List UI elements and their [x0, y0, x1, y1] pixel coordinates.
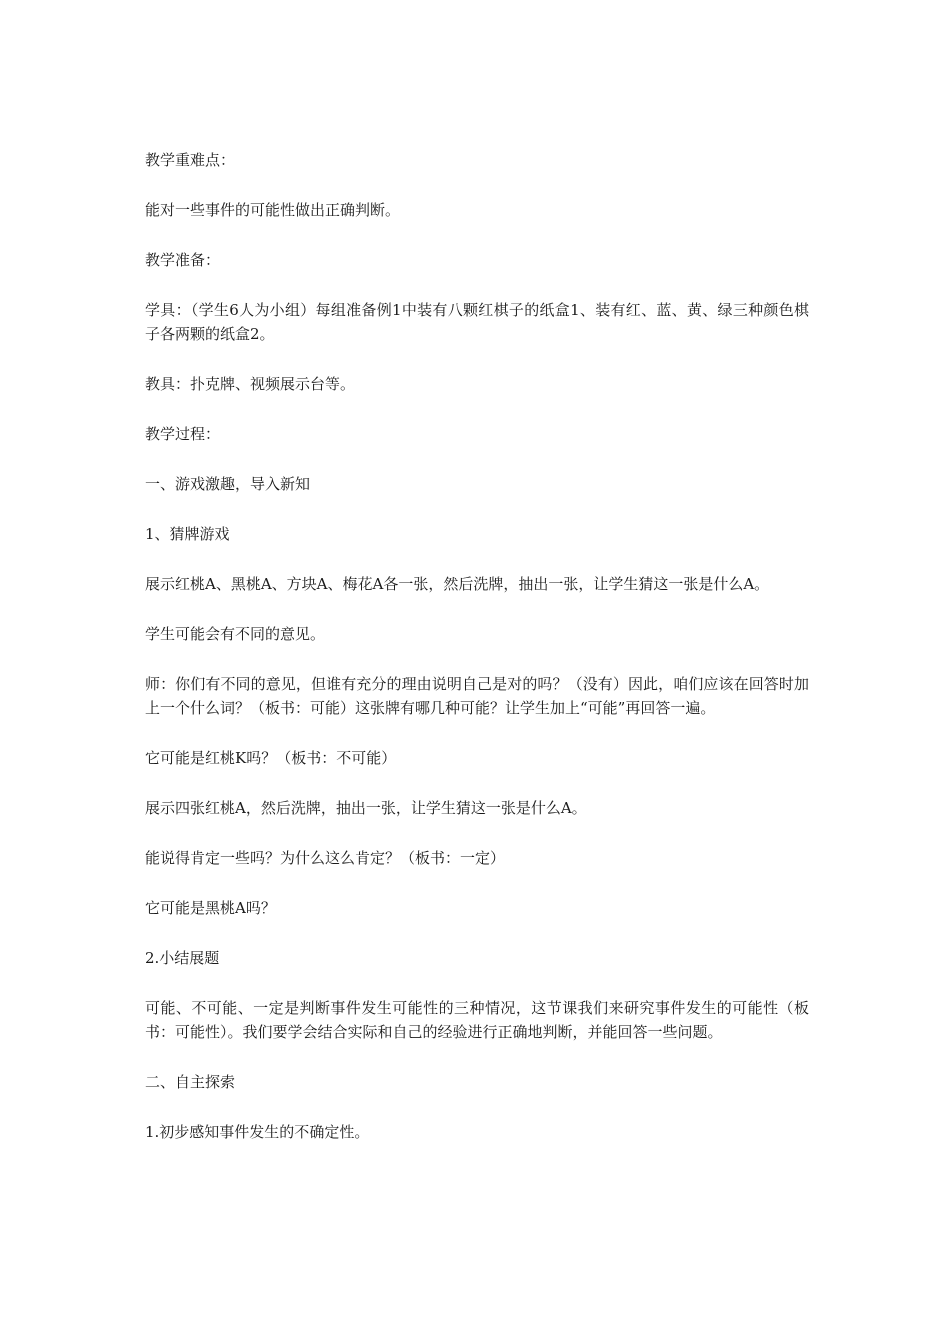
paragraph-key-points: 能对一些事件的可能性做出正确判断。	[145, 201, 401, 219]
paragraph-four-hearts: 展示四张红桃A，然后洗牌，抽出一张，让学生猜这一张是什么A。	[145, 799, 587, 817]
heading-key-points: 教学重难点：	[145, 151, 236, 169]
paragraph-certain: 能说得肯定一些吗？为什么这么肯定？（板书：一定）	[145, 849, 506, 867]
document-body	[145, 148, 809, 1170]
heading-process: 教学过程：	[145, 425, 221, 443]
paragraph-teacher-tools: 教具：扑克牌、视频展示台等。	[145, 375, 356, 393]
paragraph-spade-question: 它可能是黑桃A吗？	[145, 899, 276, 917]
paragraph-student-tools: 学具：（学生6人为小组）每组准备例1中装有八颗红棋子的纸盒1、装有红、蓝、黄、绿三种颜色棋子各两颗的纸盒2。	[145, 301, 809, 343]
subheading-uncertainty: 1.初步感知事件发生的不确定性。	[145, 1123, 370, 1141]
paragraph-show-cards: 展示红桃A、黑桃A、方块A、梅花A各一张，然后洗牌，抽出一张，让学生猜这一张是什么A。	[145, 575, 770, 593]
section-heading-one: 一、游戏激趣，导入新知	[145, 475, 311, 493]
heading-preparation: 教学准备：	[145, 251, 221, 269]
paragraph-summary: 可能、不可能、一定是判断事件发生可能性的三种情况，这节课我们来研究事件发生的可能性（板书：可能性）。我们要学会结合实际和自己的经验进行正确地判断，并能回答一些问题。	[145, 999, 809, 1041]
subheading-card-game: 1、猜牌游戏	[145, 525, 230, 543]
paragraph-student-opinions: 学生可能会有不同的意见。	[145, 625, 326, 643]
paragraph-impossible: 它可能是红桃K吗？（板书：不可能）	[145, 749, 397, 767]
section-heading-two: 二、自主探索	[145, 1073, 236, 1091]
paragraph-teacher-question: 师：你们有不同的意见，但谁有充分的理由说明自己是对的吗？（没有）因此，咱们应该在回答时加上一个什么词？（板书：可能）这张牌有哪几种可能？让学生加上“可能”再回答一遍。	[145, 675, 809, 717]
subheading-summary: 2.小结展题	[145, 949, 220, 967]
